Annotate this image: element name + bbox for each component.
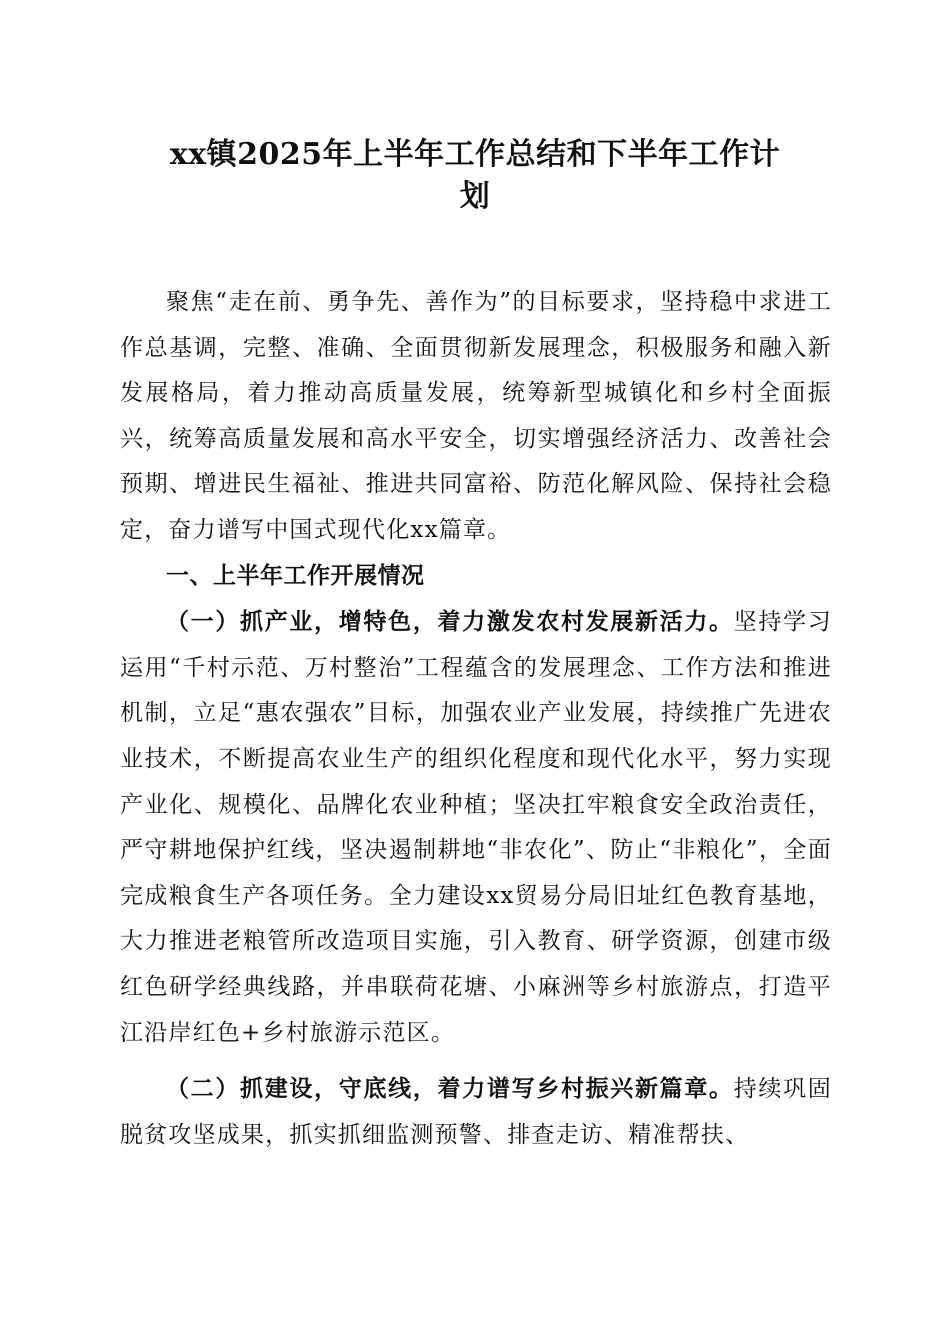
- paragraph-spacer: [120, 1056, 832, 1066]
- subsection-lead-2: （二）抓建设，守底线，着力谱写乡村振兴新篇章。: [166, 1075, 734, 1103]
- document-body: [120, 280, 832, 1158]
- intro-paragraph: 聚焦“走在前、勇争先、善作为”的目标要求，坚持稳中求进工作总基调，完整、准确、全面贯彻新发展理念，积极服务和融入新发展格局，着力推动高质量发展，统筹新型城镇化和乡村全面振兴，统筹高质量发展和高水平安全，切实增强经济活力、改善社会预期、增进民生福祉、推进共同富裕、防范化解风险、保持社会稳定，奋力谱写中国式现代化xx篇章。: [120, 289, 832, 543]
- section-heading-1: 一、上半年工作开展情况: [166, 562, 425, 589]
- title-line-1: xx镇2025年上半年工作总结和下半年工作计: [169, 137, 781, 172]
- subsection-lead-1: （一）抓产业，增特色，着力激发农村发展新活力。: [166, 608, 734, 636]
- subsection-paragraph-1: [120, 599, 832, 1056]
- subsection-paragraph-2: [120, 1066, 832, 1158]
- title-line-2: 划: [459, 179, 491, 214]
- subsection-body-1: 坚持学习运用“千村示范、万村整治”工程蕴含的发展理念、工作方法和推进机制，立足“惠农强农”目标，加强农业产业发展，持续推广先进农业技术，不断提高农业生产的组织化程度和现代化水平，努力实现产业化、规模化、品牌化农业种植；坚决扛牢粮食安全政治责任，严守耕地保护红线，坚决遏制耕地“非农化”、防止“非粮化”，全面完成粮食生产各项任务。全力建设xx贸易分局旧址红色教育基地，大力推进老粮管所改造项目实施，引入教育、研学资源，创建市级红色研学经典线路，并串联荷花塘、小麻洲等乡村旅游点，打造平江沿岸红色+乡村旅游示范区。: [120, 609, 832, 1046]
- subsection-body-2: 持续巩固脱贫攻坚成果，抓实抓细监测预警、排查走访、精准帮扶、: [120, 1076, 832, 1148]
- document-title: [110, 134, 840, 218]
